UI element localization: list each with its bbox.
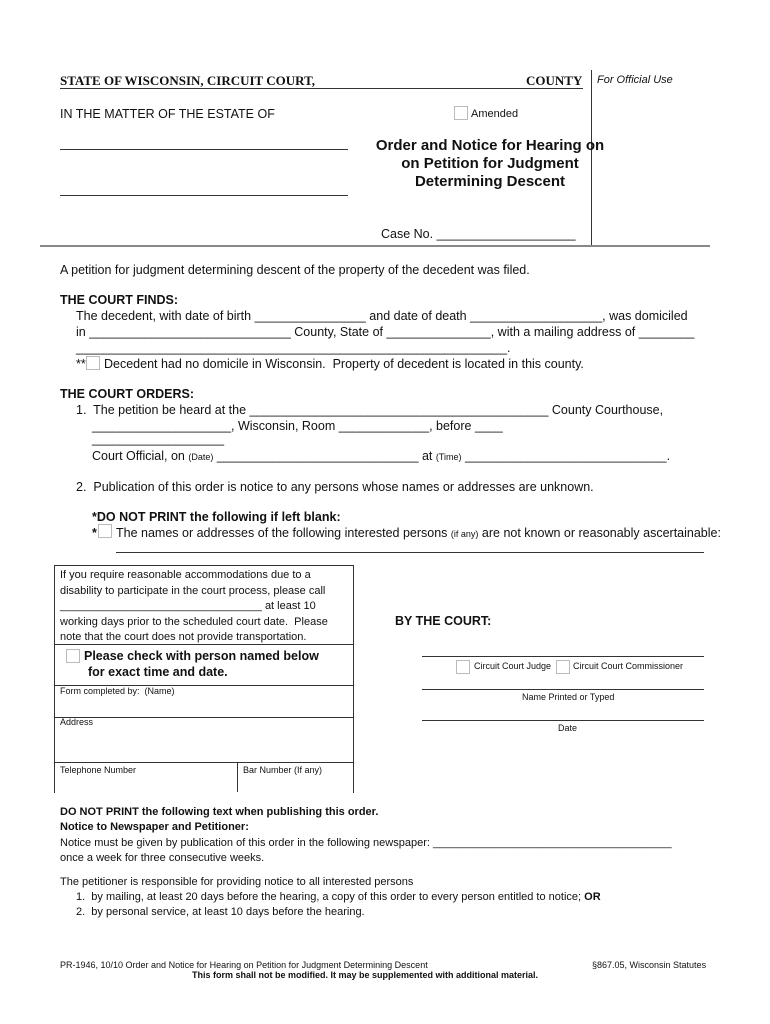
unknown-persons-blank[interactable] (116, 552, 704, 553)
accommodation-text (60, 568, 328, 646)
amended-label: Amended (471, 108, 519, 120)
form-id: PR-1946, 10/10 Order and Notice for Hearing on Petition for Judgment Determining Descent (60, 960, 428, 970)
line: If you require reasonable accommodations due to a (60, 569, 311, 581)
order-2: 2. Publication of this order is notice to any persons whose names or addresses are unknown. (76, 480, 594, 494)
name-printed-line[interactable] (422, 689, 704, 690)
intro-text: A petition for judgment determining descent of the property of the decedent was filed. (60, 263, 530, 277)
divider (40, 245, 710, 247)
marker: ** (76, 357, 86, 371)
check-person-checkbox[interactable] (66, 649, 80, 663)
phone-blank[interactable]: _________________________________ at least 10 (60, 600, 316, 612)
notice-item (76, 891, 601, 903)
case-number[interactable]: Case No. ____________________ (381, 227, 576, 241)
judge-label: Circuit Court Judge (474, 661, 552, 671)
no-domicile-label: Decedent had no domicile in Wisconsin. Property of decedent is located in this county. (104, 357, 584, 371)
text: are not known or reasonably ascertainable: (481, 526, 721, 540)
estate-name-blank-2[interactable] (60, 195, 348, 196)
statute: §867.05, Wisconsin Statutes (592, 960, 707, 970)
form-title: Order and Notice for Hearing on on Petition for Judgment Determining Descent (375, 137, 605, 190)
notice-item: 2. by personal service, at least 10 days before the hearing. (76, 906, 365, 918)
label: Name Printed or Typed (522, 692, 615, 702)
line: working days prior to the scheduled court date. Please (60, 615, 328, 628)
county-blank[interactable] (60, 88, 583, 89)
finds-line[interactable]: The decedent, with date of birth ________________ and date of death ___________________, was domiciled (76, 309, 688, 323)
finds-line[interactable]: in _____________________________ County, State of _______________, with a mailing address of ________ (76, 325, 695, 339)
newspaper-line[interactable]: Notice must be given by publication of this order in the following newspaper: _______________________________________ (60, 837, 672, 849)
line: note that the court does not provide transportation. (60, 631, 307, 643)
date-line[interactable] (422, 720, 704, 721)
finds-heading: THE COURT FINDS: (60, 293, 179, 307)
time-label: (Time) (435, 452, 462, 462)
order-line[interactable]: ____________________, Wisconsin, Room _____________, before ____ (92, 419, 503, 433)
footer-warning: This form shall not be modified. It may be supplemented with additional material. (192, 970, 539, 980)
label: Telephone Number (60, 765, 137, 775)
text: The names or addresses of the following interested persons (116, 526, 448, 540)
by-court-label: BY THE COURT: (395, 614, 492, 628)
county-label: COUNTY (526, 73, 583, 88)
finds-line[interactable]: ______________________________________________________________. (76, 341, 511, 355)
date-blank[interactable]: _____________________________ at (216, 449, 433, 463)
no-domicile-checkbox[interactable] (86, 356, 100, 370)
do-not-print-note: *DO NOT PRINT the following if left blank: (92, 510, 341, 524)
commissioner-checkbox[interactable] (556, 660, 570, 674)
time-blank[interactable]: _____________________________. (465, 449, 671, 463)
amended-checkbox[interactable] (454, 106, 468, 120)
label: Bar Number (If any) (243, 765, 323, 775)
text: 1. by mailing, at least 20 days before the hearing, a copy of this order to every person entitled to notice; (76, 891, 582, 903)
notice-heading: DO NOT PRINT the following text when publishing this order. (60, 806, 379, 818)
line: disability to participate in the court process, please call (60, 584, 326, 597)
court-official-line[interactable] (92, 449, 670, 463)
check-person-label: Please check with person named below (84, 649, 319, 663)
label: Address (60, 717, 94, 727)
commissioner-label: Circuit Court Commissioner (573, 661, 684, 671)
official-use-label: For Official Use (597, 74, 673, 86)
notice-text: once a week for three consecutive weeks. (60, 852, 265, 864)
label: Form completed by: (Name) (60, 686, 175, 696)
judge-checkbox[interactable] (456, 660, 470, 674)
check-person-label: for exact time and date. (88, 665, 228, 679)
court-label: STATE OF WISCONSIN, CIRCUIT COURT, (60, 73, 316, 88)
unknown-persons-checkbox[interactable] (98, 524, 112, 538)
matter-label: IN THE MATTER OF THE ESTATE OF (60, 107, 275, 121)
label: Court Official, on (92, 449, 185, 463)
estate-name-blank[interactable] (60, 149, 348, 150)
unknown-persons-label (116, 526, 721, 540)
marker: * (92, 526, 97, 540)
signature-line[interactable] (422, 656, 704, 657)
label: Date (558, 723, 578, 733)
orders-heading: THE COURT ORDERS: (60, 387, 195, 401)
date-label: (Date) (188, 452, 214, 462)
notice-text: The petitioner is responsible for providing notice to all interested persons (60, 876, 414, 888)
text: (if any) (450, 529, 479, 539)
preparer-address-field[interactable] (54, 716, 354, 763)
text: OR (584, 891, 601, 903)
order-line[interactable]: 1. The petition be heard at the ___________________________________________ County Courthouse, (76, 403, 664, 417)
notice-heading: Notice to Newspaper and Petitioner: (60, 821, 249, 833)
divider (237, 762, 238, 792)
order-line[interactable]: ___________________ (92, 432, 225, 446)
